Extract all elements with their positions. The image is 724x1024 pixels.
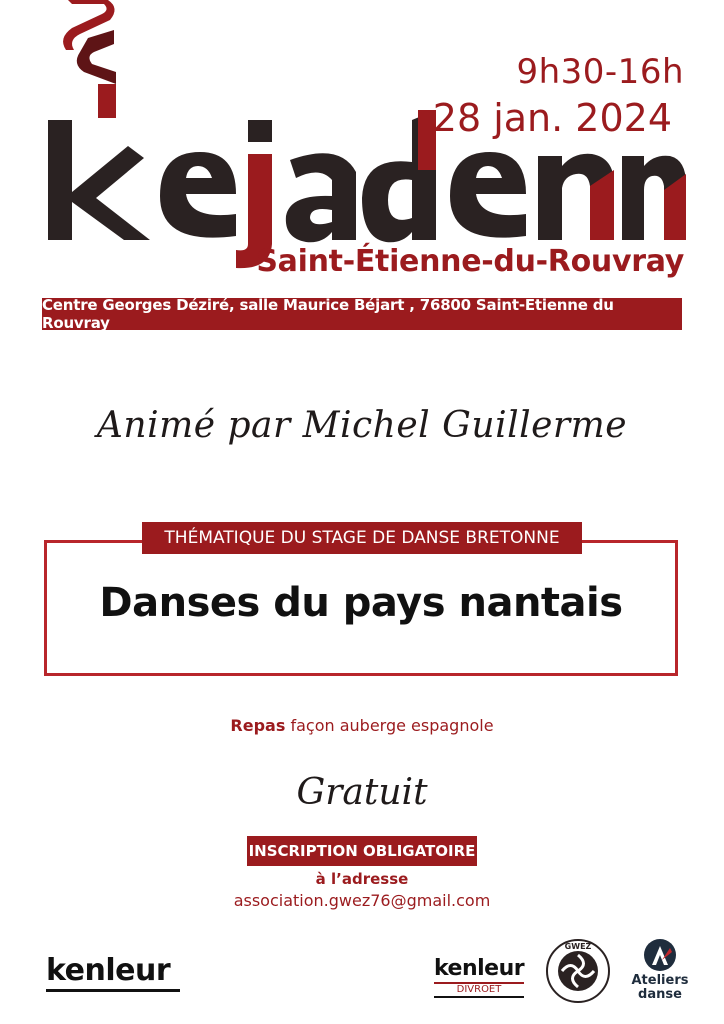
signup-banner bbox=[247, 836, 477, 866]
signup-label: INSCRIPTION OBLIGATOIRE bbox=[248, 842, 476, 860]
gwez-seal-icon bbox=[545, 938, 611, 1004]
danse-text: danse bbox=[638, 987, 682, 1002]
meal-rest: façon auberge espagnole bbox=[285, 716, 494, 735]
kenleur-logo bbox=[46, 953, 180, 992]
event-time: 9h30-16h bbox=[516, 52, 684, 92]
ateliers-a-icon bbox=[630, 938, 690, 974]
ateliers-danse-logo bbox=[630, 938, 690, 1008]
venue-banner bbox=[42, 298, 682, 330]
meal-info bbox=[0, 716, 724, 735]
theme-label-text: THÉMATIQUE DU STAGE DE DANSE BRETONNE bbox=[164, 528, 560, 548]
ateliers-text: Ateliers bbox=[631, 973, 689, 988]
contact-email-link[interactable]: association.gwez76@gmail.com bbox=[233, 891, 491, 910]
event-city: Saint-Étienne-du-Rouvray bbox=[256, 244, 684, 279]
kenleur-divroet-logo bbox=[434, 958, 524, 998]
divroet-text: DIVROET bbox=[434, 982, 524, 998]
theme-title: Danses du pays nantais bbox=[99, 580, 623, 626]
gwez-association-logo bbox=[545, 938, 611, 1004]
theme-label bbox=[142, 522, 582, 554]
price-label: Gratuit bbox=[296, 772, 428, 813]
venue-address: Centre Georges Déziré, salle Maurice Béjart , 76800 Saint-Etienne du Rouvray bbox=[42, 296, 614, 332]
event-date: 28 jan. 2024 bbox=[432, 96, 672, 140]
address-label: à l’adresse bbox=[315, 870, 409, 888]
kenleur-logo-text: kenleur bbox=[46, 953, 171, 988]
kenleur-divroet-text: kenleur bbox=[434, 956, 525, 981]
animator-line: Animé par Michel Guillerme bbox=[96, 405, 628, 446]
meal-strong: Repas bbox=[230, 716, 286, 735]
gwez-text: GWEZ bbox=[564, 942, 592, 951]
kenleur-underline bbox=[46, 989, 180, 992]
